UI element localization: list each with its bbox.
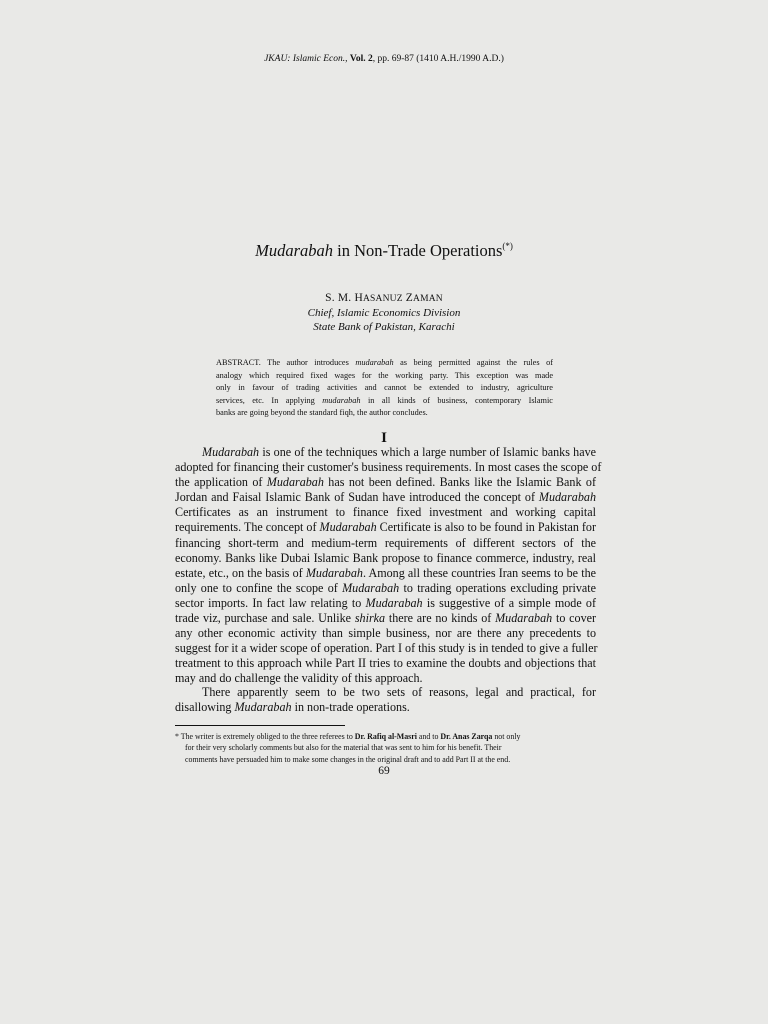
footnote-line: comments have persuaded him to make some changes in the original draft and to add Part II at the end. (185, 754, 511, 764)
volume: Vol. 2 (349, 54, 373, 64)
paragraph-line: suggest for it a wider scope of operation. Part I of this study is in tended to give a fuller (175, 641, 598, 656)
paragraph-line: requirements. The concept of Mudarabah Certificate is also to be found in Pakistan for (175, 520, 596, 535)
paragraph-line: adopted for financing their customer's business requirements. In most cases the scope of (175, 460, 602, 475)
paragraph-line: sector imports. In fact law relating to Mudarabah is suggestive of a simple mode of (175, 595, 596, 610)
paragraph-line: There apparently seem to be two sets of reasons, legal and practical, for (202, 685, 596, 699)
paragraph-line: financing short-term and medium-term requirements of different sectors of the (175, 535, 596, 550)
abstract-line: only in favour of trading activities and cannot be extended to industry, agriculture (216, 383, 553, 393)
author-affiliation-title: Chief, Islamic Economics Division (307, 307, 461, 319)
abstract (216, 357, 553, 420)
author-name: S. M. HASANUZ ZAMAN (325, 292, 443, 304)
paragraph-line: disallowing Mudarabah in non-trade operations. (175, 700, 410, 715)
running-head (0, 54, 768, 64)
footnote-line: for their very scholarly comments but also for the material that was sent to him for his benefit. Their (185, 743, 502, 753)
paragraph-line: economy. Banks like Dubai Islamic Bank propose to finance commerce, industry, real (175, 550, 596, 565)
abstract-line: analogy which required fixed wages for the working party. This exception was made (216, 370, 553, 380)
paragraph-line: trade viz, purchase and sale. Unlike shirka there are no kinds of Mudarabah to cover (175, 611, 597, 626)
title-footnote-mark: (*) (502, 241, 513, 251)
author-affiliation-institution: State Bank of Pakistan, Karachi (313, 321, 455, 333)
footnote-line: * The writer is extremely obliged to the three referees to Dr. Rafiq al-Masri and to Dr. Anas Zarqa not only (175, 732, 521, 741)
paragraph-line: Mudarabah is one of the techniques which a large number of Islamic banks have (202, 445, 596, 459)
paragraph-line: estate, etc., on the basis of Mudarabah. Among all these countries Iran seems to be the (175, 565, 596, 580)
footnote-rule (175, 725, 345, 726)
paragraph-1 (175, 445, 602, 687)
paragraph-line: treatment to this approach while Part II tries to examine the doubts and objections that (175, 656, 596, 671)
section-heading: I (381, 430, 387, 446)
paragraph-line: may and do challenge the validity of this approach. (175, 671, 423, 686)
paragraph-line: any other economic activity than simple business, nor are there any precedents to (175, 626, 596, 641)
paragraph-line: Certificates as an instrument to finance fixed investment and working capital (175, 505, 596, 520)
abstract-line: banks are going beyond the standard fiqh, the author concludes. (216, 408, 428, 418)
page-number: 69 (378, 765, 390, 777)
paragraph-2 (175, 685, 596, 715)
paragraph-line: only one to confine the scope of Mudarabah to trading operations excluding private (175, 580, 596, 595)
paragraph-line: the application of Mudarabah has not been defined. Banks like the Islamic Bank of (175, 475, 596, 490)
abstract-line: services, etc. In applying mudarabah in all kinds of business, contemporary Islamic (216, 395, 553, 405)
pages-date: , pp. 69-87 (1410 A.H./1990 A.D.) (372, 54, 504, 64)
journal-name: JKAU: Islamic Econ., (264, 54, 348, 64)
article-title: Mudarabah in Non-Trade Operations(*) (255, 241, 513, 260)
abstract-line: ABSTRACT. The author introduces mudarabah as being permitted against the rules of (216, 358, 553, 367)
paragraph-line: Jordan and Faisal Islamic Bank of Sudan have introduced the concept of Mudarabah (175, 490, 596, 505)
footnote (175, 731, 596, 765)
